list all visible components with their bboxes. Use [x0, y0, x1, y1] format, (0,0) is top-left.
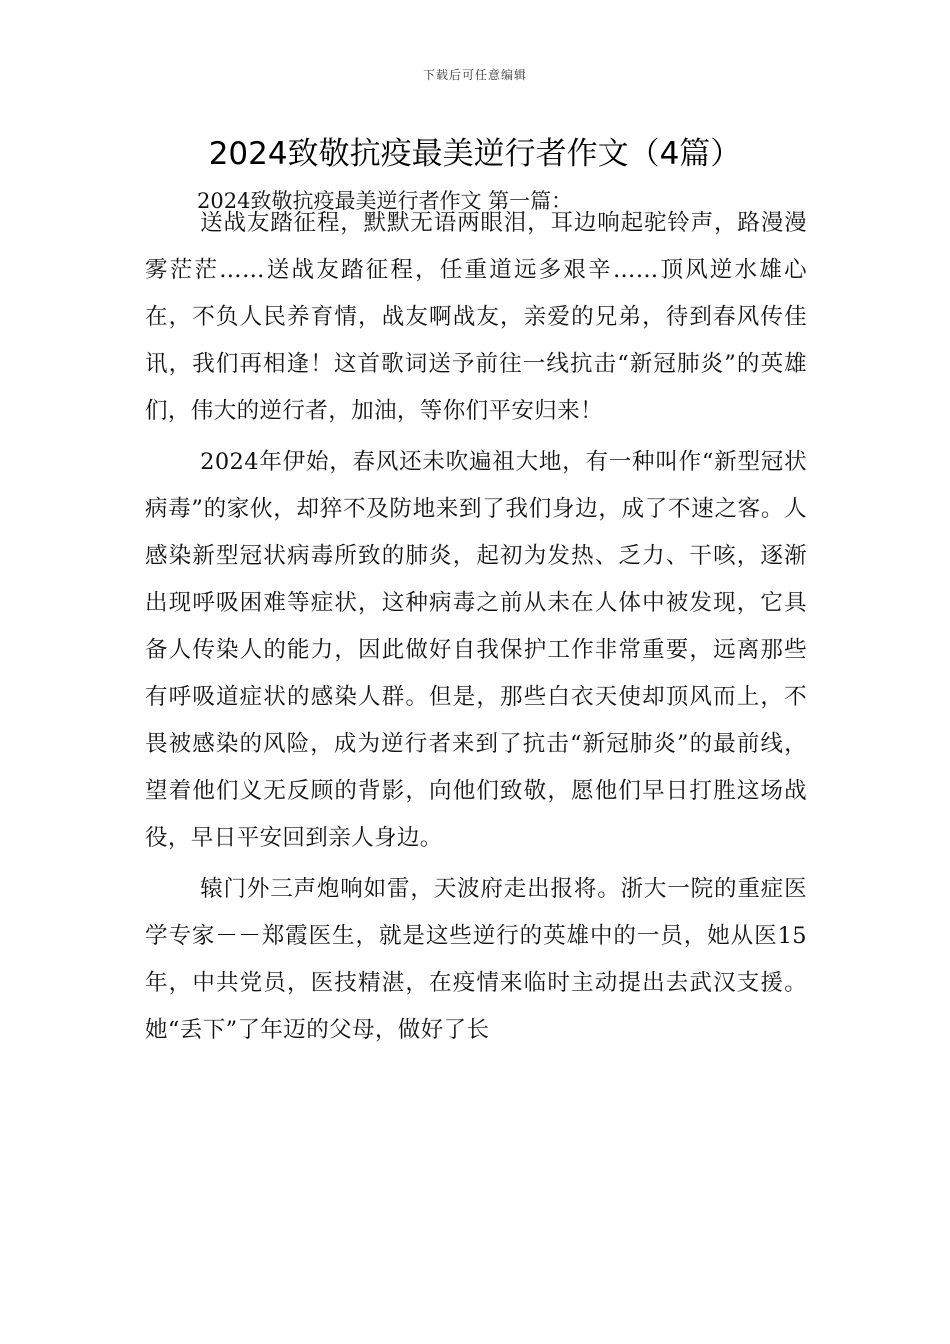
document-title: 2024致敬抗疫最美逆行者作文（4篇） [208, 136, 742, 172]
header-note: 下载后可任意编辑 [422, 68, 527, 82]
paragraph-2: 2024年伊始，春风还未吹遍祖大地，有一种叫作“新型冠状病毒”的家伙，却猝不及防地来到了我们身边，成了不速之客。人感染新型冠状病毒所致的肺炎，起初为发热、乏力、干咳，逐渐出现呼吸困难等症状，这种病毒之前从未在人体中被发现，它具备人传染人的能力，因此做好自我保护工作非常重要，远离那些有呼吸道症状的感染人群。但是，那些白衣天使却顶风而上，不畏被感染的风险，成为逆行者来到了抗击“新冠肺炎”的最前线，望着他们义无反顾的背影，向他们致敬，愿他们早日打胜这场战役，早日平安回到亲人身边。 [145, 449, 807, 851]
body-text [145, 200, 807, 1058]
paragraph-3: 辕门外三声炮响如雷，天波府走出报将。浙大一院的重症医学专家－－郑霞医生，就是这些逆行的英雄中的一员，她从医15年，中共党员，医技精湛，在疫情来临时主动提出去武汉支援。她“丢下”了年迈的父母，做好了长 [145, 876, 807, 1043]
section-subtitle: 2024致敬抗疫最美逆行者作文 第一篇： [197, 189, 573, 213]
paragraph-1: 送战友踏征程，默默无语两眼泪，耳边响起驼铃声，路漫漫雾茫茫……送战友踏征程，任重道远多艰辛……顶风逆水雄心在，不负人民养育情，战友啊战友，亲爱的兄弟，待到春风传佳讯，我们再相逢！这首歌词送予前往一线抗击“新冠肺炎”的英雄们，伟大的逆行者，加油，等你们平安归来！ [145, 210, 807, 424]
